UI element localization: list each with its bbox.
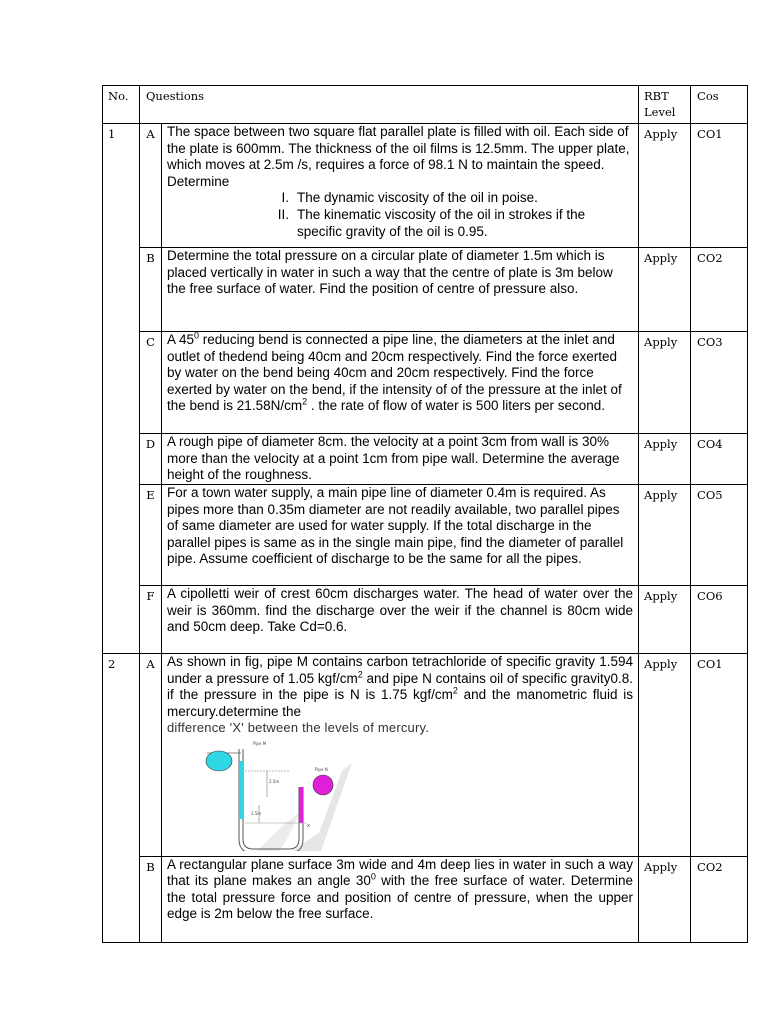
part-label: E	[140, 485, 162, 586]
question-body: As shown in fig, pipe M contains carbon tetrachloride of specific gravity 1.594 under a pressure of 1.05 kgf/$cm^2$ and pipe N contains oil of specific gravity0.8. if the pressure in the pipe is N is 1.75 kgf/$cm^2$ and the manometric fluid is mercury.determine the	[167, 654, 634, 719]
table-row	[103, 485, 748, 586]
question-text: A cipolletti weir of crest 60cm discharges water. The head of water over the weir is 360mm. find the discharge over the weir if the channel is 80cm wide and 50cm deep. Take Cd=0.6.	[162, 586, 639, 654]
u-tube-outline	[243, 749, 299, 849]
table-row	[103, 586, 748, 654]
x-label: x	[307, 822, 310, 829]
rbt-level: Apply	[639, 434, 691, 485]
tetrachloride-column	[239, 761, 243, 819]
u-tube-outline-outer	[239, 749, 303, 851]
course-outcome: CO5	[691, 485, 748, 586]
manometer-figure	[197, 741, 357, 851]
rbt-level: Apply	[639, 248, 691, 332]
header-questions: Questions	[140, 86, 639, 124]
question-text: For a town water supply, a main pipe line of diameter 0.4m is required. As pipes more than 0.35m diameter are not readily available, two parallel pipes of same diameter are used for water supply. If the total discharge in the parallel pipes is same as in the single main pipe, find the diameter of parallel pipe. Assume coefficient of discharge to be the same for all the pipes.	[162, 485, 639, 586]
question-text: Determine the total pressure on a circular plate of diameter 1.5m which is placed vertically in water in such a way that the centre of plate is 3m below the free surface of water. Find the position of centre of pressure also.	[162, 248, 639, 332]
course-outcome: CO3	[691, 332, 748, 434]
header-cos: Cos	[691, 86, 748, 124]
table-row	[103, 332, 748, 434]
table-row	[103, 434, 748, 485]
question-number: 2	[103, 654, 140, 943]
course-outcome: CO4	[691, 434, 748, 485]
question-note: difference 'X' between the levels of mercury.	[167, 720, 430, 736]
table-row	[103, 124, 748, 248]
course-outcome: CO1	[691, 654, 748, 857]
part-label: D	[140, 434, 162, 485]
rbt-level: Apply	[639, 124, 691, 248]
question-text: A rectangular plane surface 3m wide and 4m deep lies in water in such a way that its plane makes an angle $30^0$ with the free surface of water. Determine the total pressure force and position of centre of pressure, when the upper edge is 2m below the free surface.	[162, 856, 639, 942]
question-number: 1	[103, 124, 140, 654]
rbt-level: Apply	[639, 332, 691, 434]
pipe-n-icon	[313, 775, 333, 795]
dimension-label: 1.5m	[251, 810, 262, 816]
sub-question-list	[167, 190, 633, 240]
pipe-n-label: Pipe N	[315, 766, 328, 772]
header-no: No.	[103, 86, 140, 124]
part-label: A	[140, 654, 162, 857]
table-row	[103, 654, 748, 857]
watermark	[257, 763, 352, 851]
table-row	[103, 248, 748, 332]
question-text: A rough pipe of diameter 8cm. the velocity at a point 3cm from wall is 30% more than the velocity at a point 1cm from pipe wall. Determine the average height of the roughness.	[162, 434, 639, 485]
course-outcome: CO6	[691, 586, 748, 654]
question-text	[162, 124, 639, 248]
pipe-m-label: Pipe M	[253, 740, 267, 746]
rbt-level: Apply	[639, 485, 691, 586]
question-text: A $45^0$ reducing bend is connected a pipe line, the diameters at the inlet and outlet of thedend being 40cm and 20cm respectively. Find the force exerted by water on the bend being 40cm and 20cm respectively. Find the force exerted by water on the bend, if the intensity of of the pressure at the inlet of the bend is $21.58N/cm^2$ . the rate of flow of water is 500 liters per second.	[162, 332, 639, 434]
part-label: B	[140, 248, 162, 332]
question-text	[162, 654, 639, 857]
part-label: A	[140, 124, 162, 248]
rbt-level: Apply	[639, 654, 691, 857]
header-rbt-level: RBT Level	[639, 86, 691, 124]
table-row	[103, 856, 748, 942]
sub-question: I. The dynamic viscosity of the oil in poise.	[281, 190, 538, 206]
header-row	[103, 86, 748, 124]
part-label: C	[140, 332, 162, 434]
rbt-level: Apply	[639, 856, 691, 942]
dimension-label: 2.5m	[269, 778, 280, 784]
course-outcome: CO1	[691, 124, 748, 248]
question-intro: The space between two square flat parallel plate is filled with oil. Each side of the plate is 600mm. The thickness of the oil films is 12.5mm. The upper plate, which moves at 2.5m /s, requires a force of 98.1 N to maintain the speed. Determine	[167, 124, 630, 189]
rbt-level: Apply	[639, 586, 691, 654]
part-label: B	[140, 856, 162, 942]
part-label: F	[140, 586, 162, 654]
sub-question: II. The kinematic viscosity of the oil in strokes if the specific gravity of the oil is 0.95.	[277, 206, 586, 239]
course-outcome: CO2	[691, 248, 748, 332]
oil-column	[299, 787, 303, 823]
pipe-m-icon	[206, 751, 232, 771]
course-outcome: CO2	[691, 856, 748, 942]
question-table	[102, 85, 748, 943]
